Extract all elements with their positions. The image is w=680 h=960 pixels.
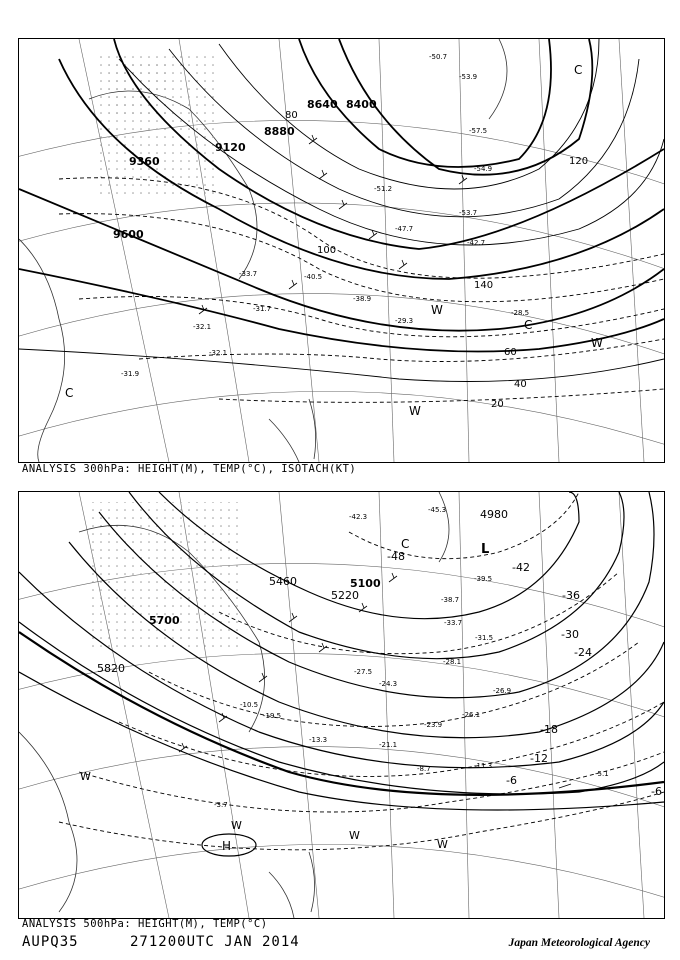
station-temp: -31.7 [253,305,272,313]
cold-center-label: C [65,386,74,400]
station-temp: -19.5 [263,712,282,720]
map-300hpa [18,38,665,463]
warm-center-label: W [437,838,448,851]
height-label: 9120 [215,141,246,154]
warm-center-label: W [409,404,421,418]
warm-center-label: W [591,336,603,350]
height-label: 9360 [129,155,160,168]
isotherm-label: -6 [506,774,517,787]
warm-center-label: W [80,770,91,783]
wind-barbs [199,135,467,314]
height-label: 5220 [331,589,359,602]
caption-500hpa: ANALYSIS 500hPa: HEIGHT(M), TEMP(°C) [22,918,268,930]
isotach-label: 20 [491,399,504,410]
isotach-label: 120 [569,156,589,167]
station-temp: -42.3 [349,513,368,521]
agency-name: Japan Meteorological Agency [508,937,650,949]
height-label: 9600 [113,228,144,241]
station-temp: -53.7 [459,209,478,217]
station-temp: -24.3 [379,680,398,688]
warm-center-label: W [231,819,242,832]
station-temp: -45.3 [428,506,447,514]
isotherm-label: -24 [574,646,592,659]
station-temp: -10.5 [240,701,259,709]
height-label: 5700 [149,614,180,627]
station-temp: -28.5 [511,309,530,317]
station-temp: -21.1 [379,741,398,749]
isotach-label: 40 [514,379,527,390]
station-temp: -13.3 [309,736,328,744]
station-temp: -53.9 [459,73,478,81]
station-temp: -28.1 [443,658,462,666]
isotach-label: 100 [317,245,337,256]
map-500hpa [18,491,665,919]
height-label: 4980 [480,508,508,521]
low-center-label: L [481,542,490,557]
station-temp: -38.7 [441,596,460,604]
station-temp: -23.9 [424,721,443,729]
station-temp: -40.5 [304,273,323,281]
map-500hpa-canvas [19,492,664,918]
station-temp: -50.7 [429,53,448,61]
height-contour-bold [19,632,664,795]
bulletin-code: AUPQ35 [22,934,79,950]
station-temp: -26.9 [493,687,512,695]
cold-center-label: C [401,537,410,551]
station-temp: -3.7 [214,801,228,809]
station-temp: -31.9 [121,370,140,378]
station-temp: -32.1 [209,349,228,357]
station-temp: -38.9 [353,295,372,303]
station-temp: -57.5 [469,127,488,135]
station-temp: -31.5 [475,634,494,642]
height-label: 5820 [97,662,125,675]
warm-center-label: W [431,303,443,317]
isotherms [59,178,664,403]
isotherm-label: -36 [562,589,580,602]
height-label: 5460 [269,575,297,588]
station-temp: -39.5 [474,575,493,583]
station-temp: -33.7 [239,270,258,278]
station-temp: -8.7 [417,765,431,773]
station-temp: -32.1 [193,323,212,331]
stipple-area [89,502,239,652]
cold-center-label: C [574,63,583,77]
station-temp: -26.1 [462,711,481,719]
isotherm-label: -12 [530,752,548,765]
isotherm-label: -18 [540,723,558,736]
isotherm-label: -6 [651,785,662,798]
valid-time: 271200UTC JAN 2014 [130,934,300,950]
station-temp: -42.7 [467,239,486,247]
isotherm-label: -42 [512,561,530,574]
height-label: 8880 [264,125,295,138]
isotach-label: 60 [504,347,517,358]
isotach-label: 80 [285,110,298,121]
station-temp: -11.3 [474,762,493,770]
station-temp: -29.3 [395,317,414,325]
stipple-area-2 [94,54,214,194]
cold-center-label: C [524,318,533,332]
height-label: 8400 [346,98,377,111]
isotach-label: 140 [474,280,494,291]
station-temp: -47.7 [395,225,414,233]
station-temp: -54.9 [474,165,493,173]
station-temp: -27.5 [354,668,373,676]
map-300hpa-canvas [19,39,664,462]
height-label: 5100 [350,577,381,590]
height-label: 8640 [307,98,338,111]
high-center-label: H [222,839,232,853]
caption-300hpa: ANALYSIS 300hPa: HEIGHT(M), TEMP(°C), ISOTACH(KT) [22,463,357,475]
station-temp: -51.2 [374,185,393,193]
isotherm-label: -30 [561,628,579,641]
station-temp: -33.7 [444,619,463,627]
station-temp: -5.1 [595,770,609,778]
isotherm-label: -48 [387,550,405,563]
warm-center-label: W [349,829,360,842]
